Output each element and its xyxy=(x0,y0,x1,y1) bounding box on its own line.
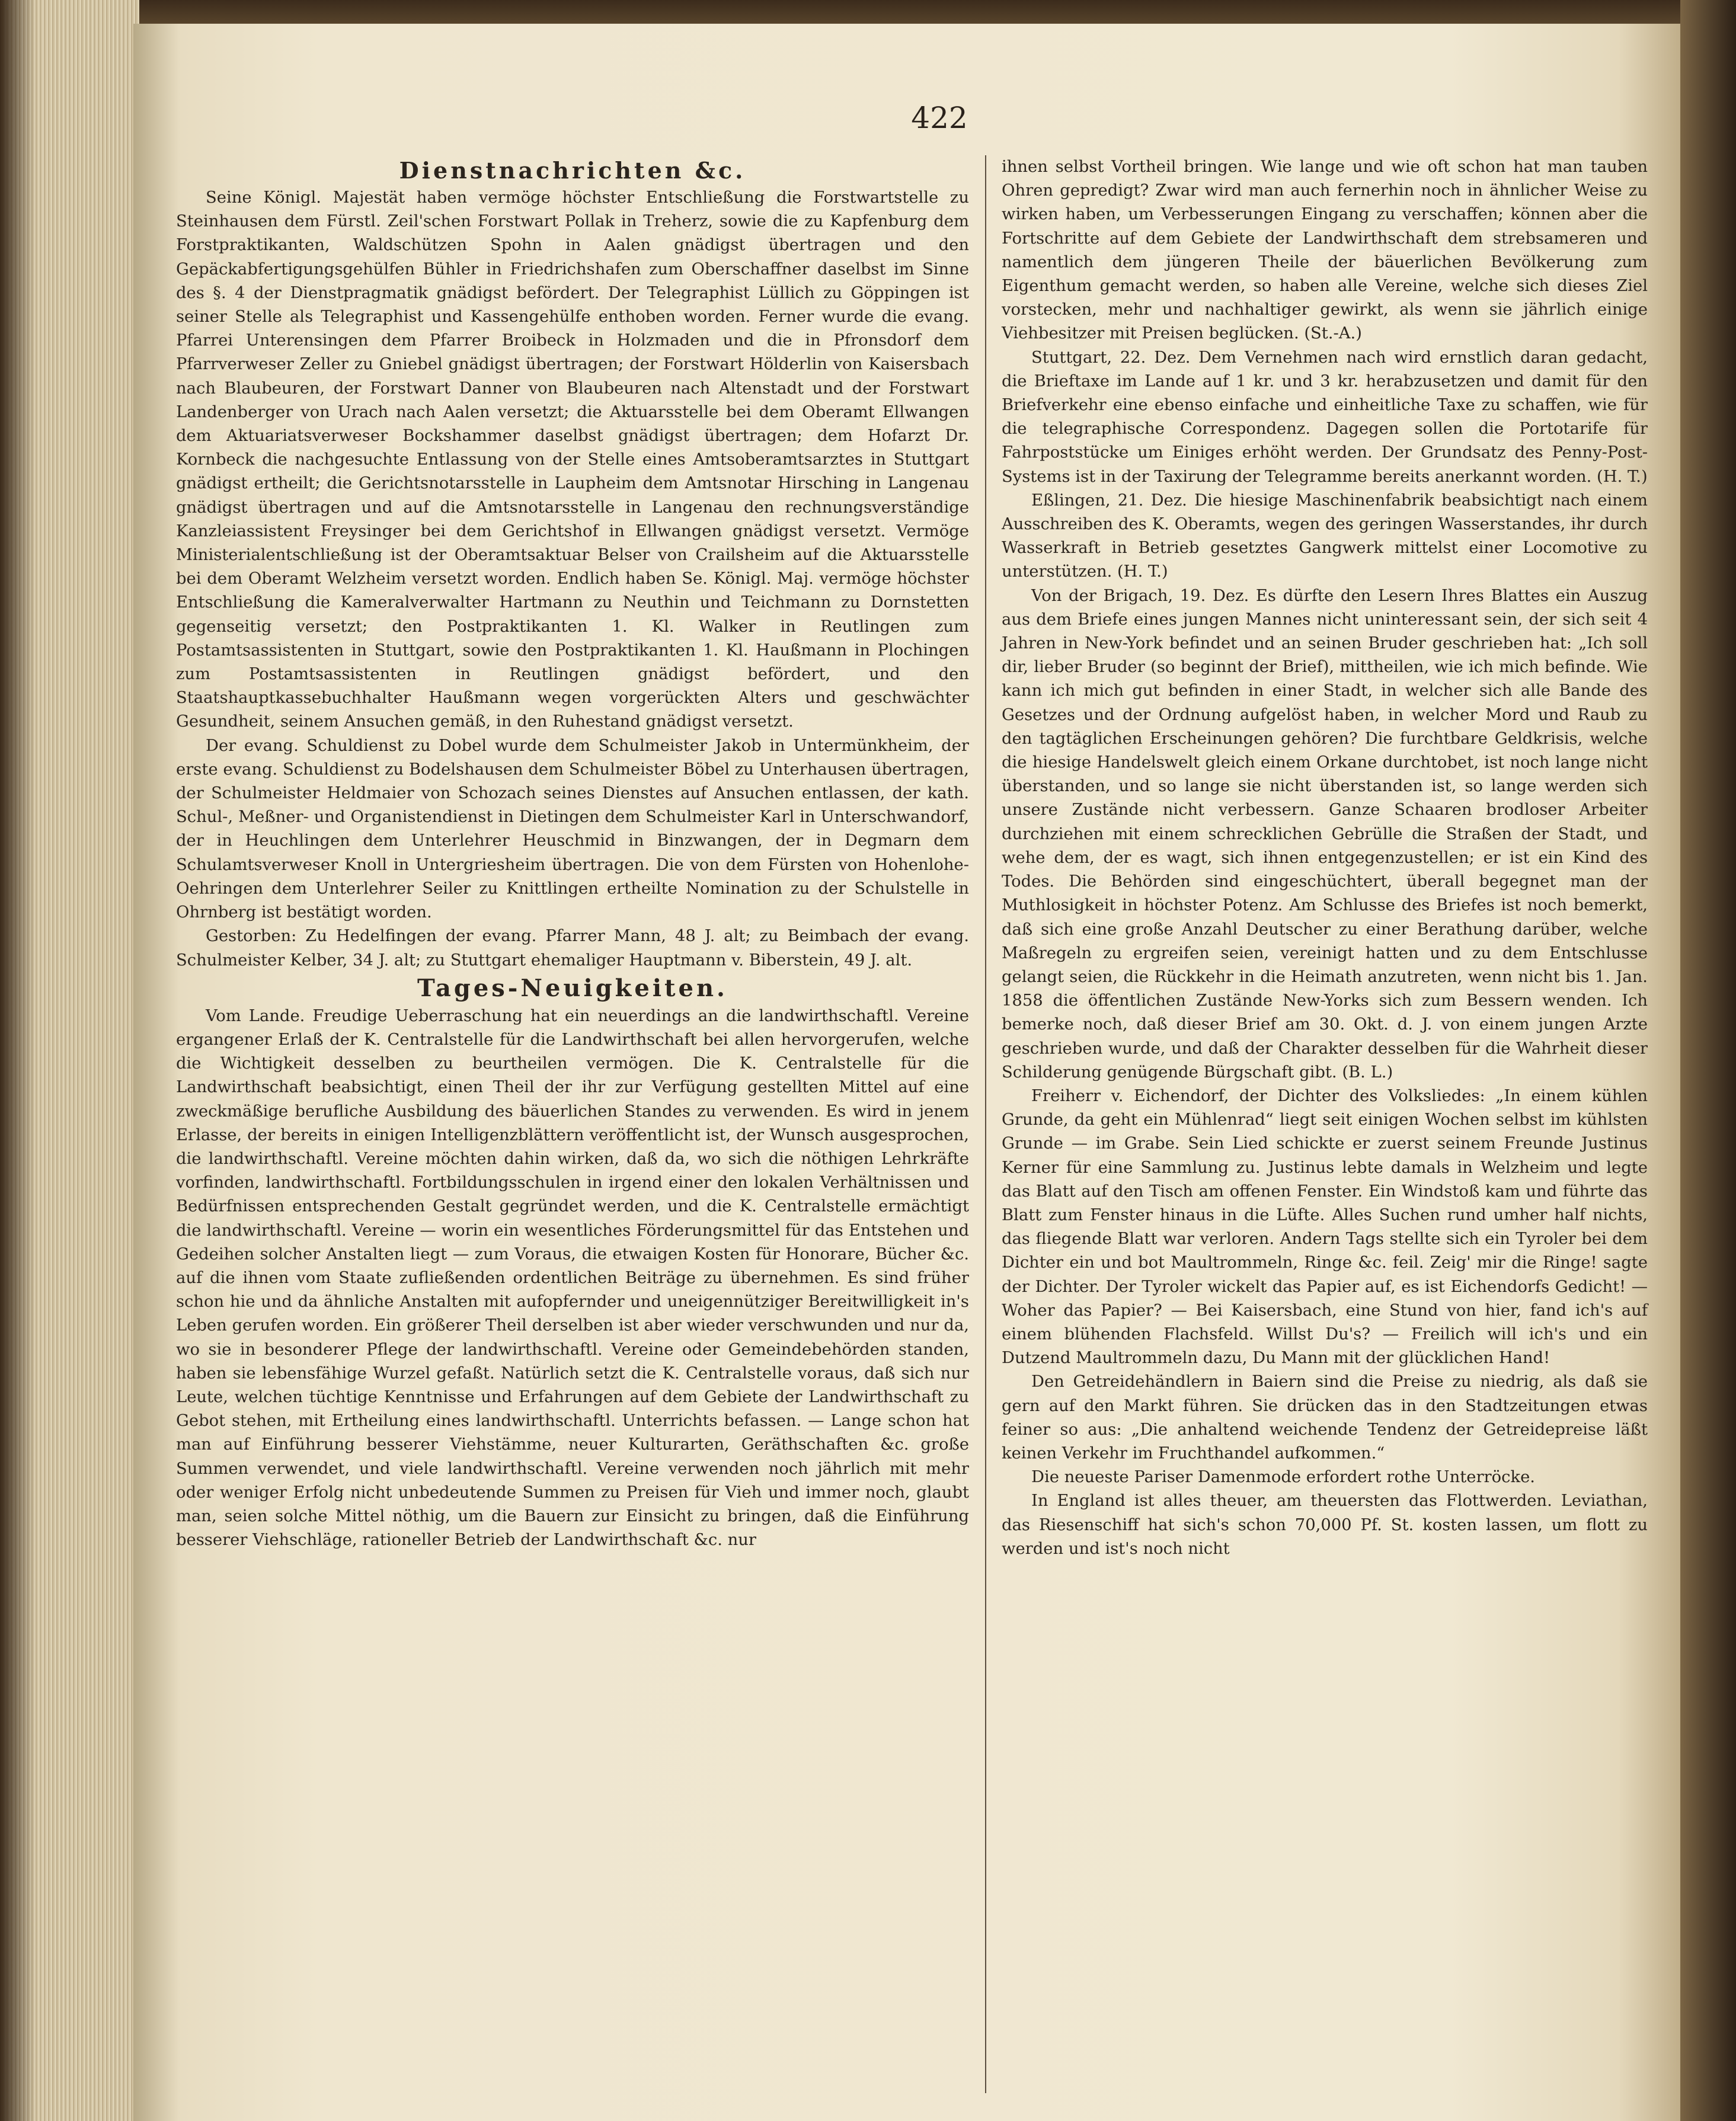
section-heading-tages-neuigkeiten: Tages-Neuigkeiten. xyxy=(417,974,728,1002)
right-column xyxy=(1002,155,1648,1561)
section-heading-dienstnachrichten: Dienstnachrichten &c. xyxy=(399,157,746,184)
book-page-edges xyxy=(0,0,139,2121)
article-stuttgart: Stuttgart, 22. Dez. Dem Vernehmen nach wird ernstlich daran gedacht, die Brieftaxe im Lande auf 1 kr. und 3 kr. herabzusetzen und damit für den Briefverkehr eine ebenso einfache und einheitliche Taxe zu schaffen, wie für die telegraphische Correspondenz. Dagegen sollen die Portotarife für Fahrpoststücke um Einiges erhöht werden. Der Grundsatz des Penny-Post-Systems ist in der Taxirung der Telegramme bereits anerkannt worden. (H. T.) xyxy=(1002,348,1648,486)
article-getreidehaendler: Den Getreidehändlern in Baiern sind die Preise zu niedrig, als daß sie gern auf den Markt führen. Sie drücken das in den Stadtzeitungen etwas feiner so aus: „Die anhaltend weichende Tendenz der Getreidepreise läßt keinen Verkehr im Fruchthandel aufkommen.“ xyxy=(1002,1373,1648,1463)
article-esslingen: Eßlingen, 21. Dez. Die hiesige Maschinenfabrik beabsichtigt nach einem Ausschreiben des K. Oberamts, wegen des geringen Wasserstandes, ihr durch Wasserkraft in Betrieb gesetztes Gangwerk mittelst einer Locomotive zu unterstützen. (H. T.) xyxy=(1002,491,1648,581)
book-spine xyxy=(1680,0,1736,2121)
column-divider xyxy=(985,155,986,2093)
article-dienstnachrichten-1: Seine Königl. Majestät haben vermöge höchster Entschließung die Forstwartstelle zu Steinhausen dem Fürstl. Zeil'schen Forstwart Pollak in Treherz, sowie die zu Kapfenburg dem Forstpraktikanten, Waldschützen Spohn in Aalen gnädigst übertragen und den Gepäckabfertigungsgehülfen Bühler in Friedrichshafen zum Oberschaffner daselbst im Sinne des §. 4 der Dienstpragmatik gnädigst befördert. Der Telegraphist Lüllich zu Göppingen ist seiner Stelle als Telegraphist und Kassengehülfe enthoben worden. Ferner wurde die evang. Pfarrei Unterensingen dem Pfarrer Broibeck in Holzmaden und die in Pfronsdorf dem Pfarrverweser Zeller zu Gniebel gnädigst übertragen; der Forstwart Hölderlin von Kaisersbach nach Blaubeuren, der Forstwart Danner von Blaubeuren nach Altenstadt und der Forstwart Landenberger von Urach nach Aalen versetzt; die Aktuarsstelle bei dem Oberamt Ellwangen dem Aktuariatsverweser Bockshammer daselbst gnädigst übertragen; dem Hofarzt Dr. Kornbeck die nachgesuchte Entlassung von der Stelle eines Amtsoberamtsarztes in Stuttgart gnädigst ertheilt; die Gerichtsnotarsstelle in Laupheim dem Amtsnotar Hirsching in Langenau gnädigst übertragen und auf die Amtsnotarsstelle in Langenau den rechnungsverständige Kanzleiassistent Freysinger bei dem Gerichtshof in Ellwangen gnädigst versetzt. Vermöge Ministerialentschließung ist der Oberamtsaktuar Belser von Crailsheim auf die Aktuarsstelle bei dem Oberamt Welzheim versetzt worden. Endlich haben Se. Königl. Maj. vermöge höchster Entschließung die Kameralverwalter Hartmann zu Neuthin und Teichmann zu Dornstetten gegenseitig versetzt; den Postpraktikanten 1. Kl. Walker in Reutlingen zum Postamtsassistenten in Stuttgart, sowie den Postpraktikanten 1. Kl. Haußmann in Plochingen zum Postamtsassistenten in Reutlingen gnädigst befördert, und den Staatshauptkassebuchhalter Haußmann wegen vorgerückten Alters und geschwächter Gesundheit, seinem Ansuchen gemäß, in den Ruhestand gnädigst versetzt. xyxy=(176,188,969,731)
article-vom-lande: Vom Lande. Freudige Ueberraschung hat ein neuerdings an die landwirthschaftl. Vereine ergangener Erlaß der K. Centralstelle für die Landwirthschaft bei allen hervorgerufen, welche die Wichtigkeit desselben zu beurtheilen vermögen. Die K. Centralstelle für die Landwirthschaft beabsichtigt, einen Theil der ihr zur Verfügung gestellten Mittel auf eine zweckmäßige berufliche Ausbildung des bäuerlichen Standes zu verwenden. Es wird in jenem Erlasse, der bereits in einigen Intelligenzblättern veröffentlicht ist, der Wunsch ausgesprochen, die landwirthschaftl. Vereine möchten dahin wirken, daß da, wo sich die nöthigen Lehrkräfte vorfinden, landwirthschaftl. Fortbildungsschulen in irgend einer den lokalen Verhältnissen und Bedürfnissen entsprechenden Gestalt gegründet werden, und die K. Centralstelle ermächtigt die landwirthschaftl. Vereine — worin ein wesentliches Förderungsmittel für das Entstehen und Gedeihen solcher Anstalten liegt — zum Voraus, die etwaigen Kosten für Honorare, Bücher &c. auf die ihnen vom Staate zufließenden ordentlichen Beiträge zu übernehmen. Es sind früher schon hie und da ähnliche Anstalten mit aufopfernder und uneigennütziger Bereitwilligkeit in's Leben gerufen worden. Ein größerer Theil derselben ist aber wieder verschwunden und nur da, wo sie in besonderer Pflege der landwirthschaftl. Vereine oder Gemeindebehörden standen, haben sie lebensfähige Wurzel gefaßt. Natürlich setzt die K. Centralstelle voraus, daß sich nur Leute, welchen tüchtige Kenntnisse und Erfahrungen auf dem Gebiete der Landwirthschaft zu Gebot stehen, mit Ertheilung eines landwirthschaftl. Unterrichts befassen. — Lange schon hat man auf Einführung besserer Viehstämme, neuer Kulturarten, Geräthschaften &c. große Summen verwendet, und viele landwirthschaftl. Vereine verwenden noch jährlich mit mehr oder weniger Erfolg nicht unbedeutende Summen zu Preisen für Vieh und immer noch, glaubt man, seien solche Mittel nöthig, um die Bauern zur Einsicht zu bringen, daß die Einführung besserer Viehschläge, rationeller Betrieb der Landwirthschaft &c. nur xyxy=(176,1006,969,1550)
article-dienstnachrichten-2: Der evang. Schuldienst zu Dobel wurde dem Schulmeister Jakob in Untermünkheim, der erste evang. Schuldienst zu Bodelshausen dem Schulmeister Böbel zu Unterhausen übertragen, der Schulmeister Heldmaier von Schozach seines Dienstes auf Ansuchen entlassen, der kath. Schul-, Meßner- und Organistendienst in Dietingen dem Schulmeister Karl in Unterschwandorf, der in Heuchlingen dem Unterlehrer Heuschmid in Binzwangen, der in Degmarn dem Schulamtsverweser Knoll in Untergriesheim übertragen. Die von dem Fürsten von Hohenlohe-Oehringen dem Unterlehrer Seiler zu Knittlingen ertheilte Nomination zu der Schulstelle in Ohrnberg ist bestätigt worden. xyxy=(176,736,969,922)
article-gestorben: Gestorben: Zu Hedelfingen der evang. Pfarrer Mann, 48 J. alt; zu Beimbach der evang. Schulmeister Kelber, 34 J. alt; zu Stuttgart ehemaliger Hauptmann v. Biberstein, 49 J. alt. xyxy=(176,927,969,970)
article-vom-lande-continued: ihnen selbst Vortheil bringen. Wie lange und wie oft schon hat man tauben Ohren gepredigt? Zwar wird man auch fernerhin noch in ähnlicher Weise zu wirken haben, um Verbesserungen Eingang zu verschaffen; können aber die Fortschritte auf dem Gebiete der Landwirthschaft dem strebsameren und namentlich dem jüngeren Theile der bäuerlichen Bevölkerung zum Eigenthum gemacht werden, so haben alle Vereine, welche sich dieses Ziel vorstecken, mehr und nachhaltiger gewirkt, als wenn sie jährlich einige Viehbesitzer mit Preisen beglücken. (St.-A.) xyxy=(1002,158,1648,343)
article-von-der-brigach: Von der Brigach, 19. Dez. Es dürfte den Lesern Ihres Blattes ein Auszug aus dem Briefe eines jungen Mannes nicht uninteressant sein, der sich seit 4 Jahren in New-York befindet und an seinen Bruder geschrieben hat: „Ich soll dir, lieber Bruder (so beginnt der Brief), mittheilen, wie ich mich befinde. Wie kann ich mich gut befinden in einer Stadt, in welcher sich alle Bande des Gesetzes und der Ordnung aufgelöst haben, in welcher Mord und Raub zu den tagtäglichen Erscheinungen gehören? Die furchtbare Geldkrisis, welche die hiesige Handelswelt gleich einem Orkane durchtobet, ist noch lange nicht überstanden, und so lange sie nicht überstanden ist, so lange werden sich unsere Zustände nicht verbessern. Ganze Schaaren brodloser Arbeiter durchziehen mit einem schrecklichen Gebrülle die Straßen der Stadt, und wehe dem, der es wagt, sich ihnen entgegenzustellen; er ist ein Kind des Todes. Die Behörden sind eingeschüchtert, überall begegnet man der Muthlosigkeit in höchster Potenz. Am Schlusse des Briefes ist noch bemerkt, daß sich eine große Anzahl Deutscher zu einer Berathung darüber, welche Maßregeln zu ergreifen seien, vereinigt hatten und zu dem Entschlusse gelangt seien, die Rückkehr in die Heimath anzutreten, wenn nicht bis 1. Jan. 1858 die öffentlichen Zustände New-Yorks sich zum Bessern wenden. Ich bemerke noch, daß dieser Brief am 30. Okt. d. J. von einem jungen Arzte geschrieben wurde, und daß der Charakter desselben für die Wahrheit dieser Schilderung genügende Bürgschaft gibt. (B. L.) xyxy=(1002,586,1648,1082)
article-eichendorf: Freiherr v. Eichendorf, der Dichter des Volksliedes: „In einem kühlen Grunde, da geht ein Mühlenrad“ liegt seit einigen Wochen selbst im kühlsten Grunde — im Grabe. Sein Lied schickte er zuerst seinem Freunde Justinus Kerner für eine Sammlung zu. Justinus lebte damals in Welzheim und legte das Blatt auf den Tisch am offenen Fenster. Ein Windstoß kam und führte das Blatt zum Fenster hinaus in die Lüfte. Alles Suchen rund umher half nichts, das fliegende Blatt war verloren. Andern Tags stellte sich ein Tyroler bei dem Dichter ein und bot Maultrommeln, Ringe &c. feil. Zeig' mir die Ringe! sagte der Dichter. Der Tyroler wickelt das Papier auf, es ist Eichendorfs Gedicht! — Woher das Papier? — Bei Kaisersbach, eine Stund von hier, fand ich's auf einem blühenden Flachsfeld. Willst Du's? — Freilich will ich's und ein Dutzend Maultrommeln dazu, Du Mann mit der glücklichen Hand! xyxy=(1002,1086,1648,1368)
left-column xyxy=(176,155,969,1552)
article-england: In England ist alles theuer, am theuersten das Flottwerden. Leviathan, das Riesenschiff hat sich's schon 70,000 Pf. St. kosten lassen, um flott zu werden und ist's noch nicht xyxy=(1002,1492,1648,1558)
article-damenmode: Die neueste Pariser Damenmode erfordert rothe Unterröcke. xyxy=(1031,1468,1535,1487)
page-number: 422 xyxy=(911,101,968,135)
